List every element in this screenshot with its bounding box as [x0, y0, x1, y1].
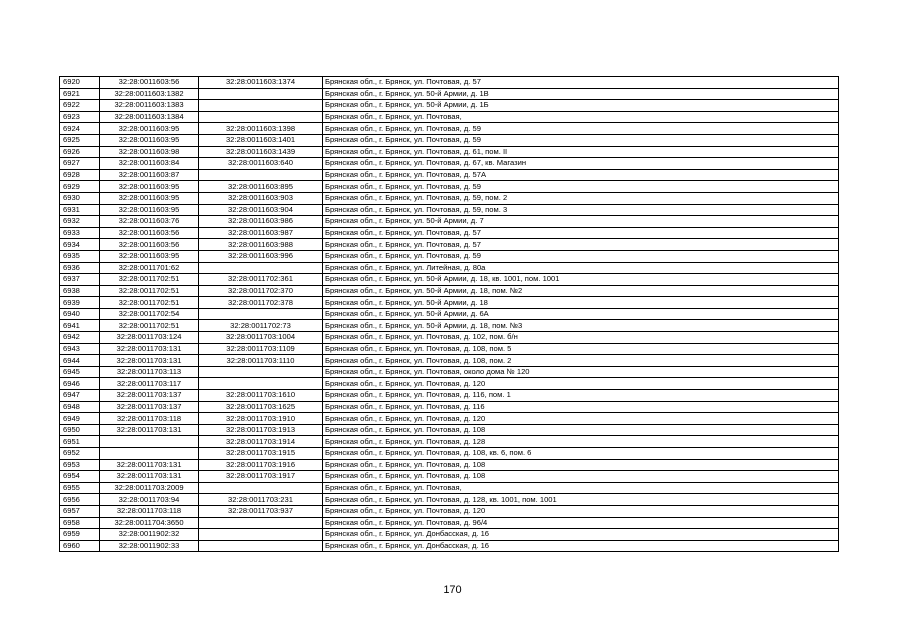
parcel-cadastral-number-cell: 32:28:0011603:95 [100, 204, 199, 216]
object-cadastral-number-cell [199, 111, 323, 123]
parcel-cadastral-number-cell: 32:28:0011603:76 [100, 216, 199, 228]
parcel-cadastral-number-cell: 32:28:0011702:54 [100, 308, 199, 320]
address-cell: Брянская обл., г. Брянск, ул. 50-й Армии, д. 7 [323, 216, 839, 228]
parcel-cadastral-number-cell: 32:28:0011703:94 [100, 494, 199, 506]
object-cadastral-number-cell: 32:28:0011703:1913 [199, 424, 323, 436]
address-cell: Брянская обл., г. Брянск, ул. Почтовая, д. 108, пом. 2 [323, 355, 839, 367]
table-row [60, 390, 839, 402]
row-number-cell: 6941 [60, 320, 100, 332]
object-cadastral-number-cell: 32:28:0011603:1398 [199, 123, 323, 135]
table-row [60, 192, 839, 204]
object-cadastral-number-cell: 32:28:0011603:904 [199, 204, 323, 216]
table-row [60, 366, 839, 378]
row-number-cell: 6938 [60, 285, 100, 297]
row-number-cell: 6948 [60, 401, 100, 413]
row-number-cell: 6922 [60, 100, 100, 112]
address-cell: Брянская обл., г. Брянск, ул. Почтовая, д. 96/4 [323, 517, 839, 529]
row-number-cell: 6960 [60, 540, 100, 552]
parcel-cadastral-number-cell: 32:28:0011702:51 [100, 297, 199, 309]
address-cell: Брянская обл., г. Брянск, ул. 50-й Армии, д. 18, кв. 1001, пом. 1001 [323, 274, 839, 286]
parcel-cadastral-number-cell: 32:28:0011603:95 [100, 181, 199, 193]
address-cell: Брянская обл., г. Брянск, ул. Почтовая, д. 57А [323, 169, 839, 181]
object-cadastral-number-cell: 32:28:0011703:1110 [199, 355, 323, 367]
address-cell: Брянская обл., г. Брянск, ул. Почтовая, [323, 482, 839, 494]
parcel-cadastral-number-cell: 32:28:0011603:56 [100, 227, 199, 239]
parcel-cadastral-number-cell: 32:28:0011701:62 [100, 262, 199, 274]
object-cadastral-number-cell: 32:28:0011702:361 [199, 274, 323, 286]
register-body [60, 77, 839, 552]
address-cell: Брянская обл., г. Брянск, ул. Почтовая, д. 108, кв. 6, пом. 6 [323, 448, 839, 460]
address-cell: Брянская обл., г. Брянск, ул. Почтовая, д. 108 [323, 471, 839, 483]
address-cell: Брянская обл., г. Брянск, ул. Литейная, д. 80а [323, 262, 839, 274]
address-cell: Брянская обл., г. Брянск, ул. Почтовая, д. 59, пом. 3 [323, 204, 839, 216]
row-number-cell: 6953 [60, 459, 100, 471]
row-number-cell: 6954 [60, 471, 100, 483]
table-row [60, 320, 839, 332]
object-cadastral-number-cell [199, 88, 323, 100]
object-cadastral-number-cell [199, 482, 323, 494]
object-cadastral-number-cell [199, 378, 323, 390]
table-row [60, 505, 839, 517]
row-number-cell: 6945 [60, 366, 100, 378]
table-row [60, 100, 839, 112]
object-cadastral-number-cell [199, 308, 323, 320]
parcel-cadastral-number-cell: 32:28:0011703:2009 [100, 482, 199, 494]
object-cadastral-number-cell: 32:28:0011603:903 [199, 192, 323, 204]
object-cadastral-number-cell: 32:28:0011703:1625 [199, 401, 323, 413]
row-number-cell: 6934 [60, 239, 100, 251]
object-cadastral-number-cell: 32:28:0011603:1439 [199, 146, 323, 158]
object-cadastral-number-cell: 32:28:0011603:988 [199, 239, 323, 251]
table-row [60, 297, 839, 309]
address-cell: Брянская обл., г. Брянск, ул. Почтовая, д. 108 [323, 424, 839, 436]
object-cadastral-number-cell: 32:28:0011703:1916 [199, 459, 323, 471]
object-cadastral-number-cell [199, 517, 323, 529]
object-cadastral-number-cell [199, 529, 323, 541]
address-cell: Брянская обл., г. Брянск, ул. Почтовая, [323, 111, 839, 123]
row-number-cell: 6947 [60, 390, 100, 402]
address-cell: Брянская обл., г. Брянск, ул. Донбасская, д. 16 [323, 540, 839, 552]
row-number-cell: 6944 [60, 355, 100, 367]
table-row [60, 448, 839, 460]
table-row [60, 250, 839, 262]
table-row [60, 204, 839, 216]
address-cell: Брянская обл., г. Брянск, ул. Почтовая, д. 57 [323, 239, 839, 251]
table-row [60, 471, 839, 483]
address-cell: Брянская обл., г. Брянск, ул. 50-й Армии, д. 18, пом. №2 [323, 285, 839, 297]
row-number-cell: 6956 [60, 494, 100, 506]
address-cell: Брянская обл., г. Брянск, ул. 50-й Армии, д. 18 [323, 297, 839, 309]
parcel-cadastral-number-cell: 32:28:0011603:95 [100, 250, 199, 262]
row-number-cell: 6949 [60, 413, 100, 425]
parcel-cadastral-number-cell: 32:28:0011603:95 [100, 134, 199, 146]
address-cell: Брянская обл., г. Брянск, ул. Почтовая, д. 102, пом. б/н [323, 332, 839, 344]
parcel-cadastral-number-cell: 32:28:0011703:124 [100, 332, 199, 344]
address-cell: Брянская обл., г. Брянск, ул. Почтовая, д. 128 [323, 436, 839, 448]
address-cell: Брянская обл., г. Брянск, ул. Почтовая, д. 108 [323, 459, 839, 471]
row-number-cell: 6952 [60, 448, 100, 460]
parcel-cadastral-number-cell: 32:28:0011702:51 [100, 320, 199, 332]
address-cell: Брянская обл., г. Брянск, ул. Почтовая, д. 116 [323, 401, 839, 413]
row-number-cell: 6923 [60, 111, 100, 123]
row-number-cell: 6931 [60, 204, 100, 216]
object-cadastral-number-cell: 32:28:0011702:73 [199, 320, 323, 332]
object-cadastral-number-cell [199, 169, 323, 181]
row-number-cell: 6950 [60, 424, 100, 436]
address-cell: Брянская обл., г. Брянск, ул. Почтовая, д. 128, кв. 1001, пом. 1001 [323, 494, 839, 506]
table-row [60, 239, 839, 251]
table-row [60, 332, 839, 344]
parcel-cadastral-number-cell: 32:28:0011703:137 [100, 401, 199, 413]
table-row [60, 158, 839, 170]
row-number-cell: 6958 [60, 517, 100, 529]
address-cell: Брянская обл., г. Брянск, ул. Почтовая, д. 59, пом. 2 [323, 192, 839, 204]
table-row [60, 482, 839, 494]
object-cadastral-number-cell: 32:28:0011703:1917 [199, 471, 323, 483]
table-row [60, 378, 839, 390]
address-cell: Брянская обл., г. Брянск, ул. Почтовая, д. 59 [323, 181, 839, 193]
object-cadastral-number-cell: 32:28:0011703:231 [199, 494, 323, 506]
object-cadastral-number-cell: 32:28:0011603:895 [199, 181, 323, 193]
row-number-cell: 6936 [60, 262, 100, 274]
table-row [60, 285, 839, 297]
row-number-cell: 6939 [60, 297, 100, 309]
object-cadastral-number-cell: 32:28:0011703:1610 [199, 390, 323, 402]
row-number-cell: 6937 [60, 274, 100, 286]
parcel-cadastral-number-cell: 32:28:0011603:1382 [100, 88, 199, 100]
parcel-cadastral-number-cell: 32:28:0011703:113 [100, 366, 199, 378]
row-number-cell: 6924 [60, 123, 100, 135]
address-cell: Брянская обл., г. Брянск, ул. Почтовая, д. 57 [323, 77, 839, 89]
address-cell: Брянская обл., г. Брянск, ул. Почтовая, д. 116, пом. 1 [323, 390, 839, 402]
parcel-cadastral-number-cell: 32:28:0011703:131 [100, 343, 199, 355]
parcel-cadastral-number-cell: 32:28:0011702:51 [100, 274, 199, 286]
table-row [60, 540, 839, 552]
parcel-cadastral-number-cell: 32:28:0011703:118 [100, 413, 199, 425]
address-cell: Брянская обл., г. Брянск, ул. 50-й Армии, д. 1В [323, 88, 839, 100]
row-number-cell: 6920 [60, 77, 100, 89]
row-number-cell: 6957 [60, 505, 100, 517]
parcel-cadastral-number-cell [100, 448, 199, 460]
parcel-cadastral-number-cell: 32:28:0011603:1384 [100, 111, 199, 123]
parcel-cadastral-number-cell: 32:28:0011603:1383 [100, 100, 199, 112]
object-cadastral-number-cell [199, 366, 323, 378]
object-cadastral-number-cell: 32:28:0011703:1915 [199, 448, 323, 460]
object-cadastral-number-cell: 32:28:0011603:986 [199, 216, 323, 228]
row-number-cell: 6940 [60, 308, 100, 320]
object-cadastral-number-cell: 32:28:0011703:1910 [199, 413, 323, 425]
table-row [60, 88, 839, 100]
object-cadastral-number-cell: 32:28:0011703:1004 [199, 332, 323, 344]
table-row [60, 77, 839, 89]
object-cadastral-number-cell: 32:28:0011703:1109 [199, 343, 323, 355]
parcel-cadastral-number-cell: 32:28:0011703:131 [100, 459, 199, 471]
address-cell: Брянская обл., г. Брянск, ул. Почтовая, д. 67, кв. Магазин [323, 158, 839, 170]
parcel-cadastral-number-cell: 32:28:0011703:117 [100, 378, 199, 390]
object-cadastral-number-cell: 32:28:0011703:937 [199, 505, 323, 517]
parcel-cadastral-number-cell: 32:28:0011603:56 [100, 77, 199, 89]
table-row [60, 181, 839, 193]
parcel-cadastral-number-cell: 32:28:0011603:98 [100, 146, 199, 158]
table-row [60, 308, 839, 320]
parcel-cadastral-number-cell: 32:28:0011603:84 [100, 158, 199, 170]
object-cadastral-number-cell [199, 540, 323, 552]
row-number-cell: 6929 [60, 181, 100, 193]
object-cadastral-number-cell: 32:28:0011603:987 [199, 227, 323, 239]
parcel-cadastral-number-cell: 32:28:0011703:131 [100, 355, 199, 367]
table-row [60, 459, 839, 471]
address-cell: Брянская обл., г. Брянск, ул. Почтовая, д. 59 [323, 134, 839, 146]
table-row [60, 424, 839, 436]
row-number-cell: 6928 [60, 169, 100, 181]
row-number-cell: 6930 [60, 192, 100, 204]
parcel-cadastral-number-cell: 32:28:0011603:87 [100, 169, 199, 181]
object-cadastral-number-cell: 32:28:0011702:378 [199, 297, 323, 309]
parcel-cadastral-number-cell: 32:28:0011603:56 [100, 239, 199, 251]
address-cell: Брянская обл., г. Брянск, ул. Донбасская, д. 16 [323, 529, 839, 541]
parcel-cadastral-number-cell [100, 436, 199, 448]
table-row [60, 274, 839, 286]
address-cell: Брянская обл., г. Брянск, ул. Почтовая, д. 57 [323, 227, 839, 239]
row-number-cell: 6942 [60, 332, 100, 344]
table-row [60, 436, 839, 448]
row-number-cell: 6926 [60, 146, 100, 158]
page-number: 170 [443, 584, 462, 596]
parcel-cadastral-number-cell: 32:28:0011603:95 [100, 123, 199, 135]
row-number-cell: 6925 [60, 134, 100, 146]
row-number-cell: 6921 [60, 88, 100, 100]
parcel-cadastral-number-cell: 32:28:0011902:32 [100, 529, 199, 541]
object-cadastral-number-cell [199, 262, 323, 274]
parcel-cadastral-number-cell: 32:28:0011703:137 [100, 390, 199, 402]
row-number-cell: 6946 [60, 378, 100, 390]
address-cell: Брянская обл., г. Брянск, ул. Почтовая, д. 59 [323, 123, 839, 135]
address-cell: Брянская обл., г. Брянск, ул. Почтовая, д. 59 [323, 250, 839, 262]
table-row [60, 355, 839, 367]
row-number-cell: 6959 [60, 529, 100, 541]
object-cadastral-number-cell: 32:28:0011703:1914 [199, 436, 323, 448]
table-row [60, 111, 839, 123]
row-number-cell: 6927 [60, 158, 100, 170]
table-row [60, 517, 839, 529]
row-number-cell: 6933 [60, 227, 100, 239]
address-cell: Брянская обл., г. Брянск, ул. Почтовая, д. 61, пом. II [323, 146, 839, 158]
address-cell: Брянская обл., г. Брянск, ул. 50-й Армии, д. 18, пом. №3 [323, 320, 839, 332]
table-row [60, 529, 839, 541]
table-row [60, 123, 839, 135]
parcel-cadastral-number-cell: 32:28:0011702:51 [100, 285, 199, 297]
address-cell: Брянская обл., г. Брянск, ул. Почтовая, д. 120 [323, 505, 839, 517]
row-number-cell: 6955 [60, 482, 100, 494]
table-row [60, 227, 839, 239]
table-row [60, 413, 839, 425]
table-row [60, 401, 839, 413]
address-cell: Брянская обл., г. Брянск, ул. Почтовая, около дома № 120 [323, 366, 839, 378]
parcel-cadastral-number-cell: 32:28:0011902:33 [100, 540, 199, 552]
parcel-cadastral-number-cell: 32:28:0011704:3650 [100, 517, 199, 529]
table-row [60, 146, 839, 158]
parcel-cadastral-number-cell: 32:28:0011703:131 [100, 471, 199, 483]
row-number-cell: 6935 [60, 250, 100, 262]
parcel-cadastral-number-cell: 32:28:0011703:131 [100, 424, 199, 436]
object-cadastral-number-cell: 32:28:0011603:996 [199, 250, 323, 262]
property-register-table [59, 76, 839, 552]
row-number-cell: 6951 [60, 436, 100, 448]
address-cell: Брянская обл., г. Брянск, ул. Почтовая, д. 120 [323, 378, 839, 390]
table-row [60, 169, 839, 181]
table-row [60, 262, 839, 274]
address-cell: Брянская обл., г. Брянск, ул. Почтовая, д. 108, пом. 5 [323, 343, 839, 355]
table-row [60, 134, 839, 146]
object-cadastral-number-cell: 32:28:0011603:640 [199, 158, 323, 170]
object-cadastral-number-cell: 32:28:0011603:1401 [199, 134, 323, 146]
table-row [60, 343, 839, 355]
address-cell: Брянская обл., г. Брянск, ул. 50-й Армии, д. 6А [323, 308, 839, 320]
row-number-cell: 6943 [60, 343, 100, 355]
parcel-cadastral-number-cell: 32:28:0011703:118 [100, 505, 199, 517]
object-cadastral-number-cell [199, 100, 323, 112]
address-cell: Брянская обл., г. Брянск, ул. 50-й Армии, д. 1Б [323, 100, 839, 112]
row-number-cell: 6932 [60, 216, 100, 228]
parcel-cadastral-number-cell: 32:28:0011603:95 [100, 192, 199, 204]
table-row [60, 216, 839, 228]
table-row [60, 494, 839, 506]
address-cell: Брянская обл., г. Брянск, ул. Почтовая, д. 120 [323, 413, 839, 425]
object-cadastral-number-cell: 32:28:0011702:370 [199, 285, 323, 297]
object-cadastral-number-cell: 32:28:0011603:1374 [199, 77, 323, 89]
